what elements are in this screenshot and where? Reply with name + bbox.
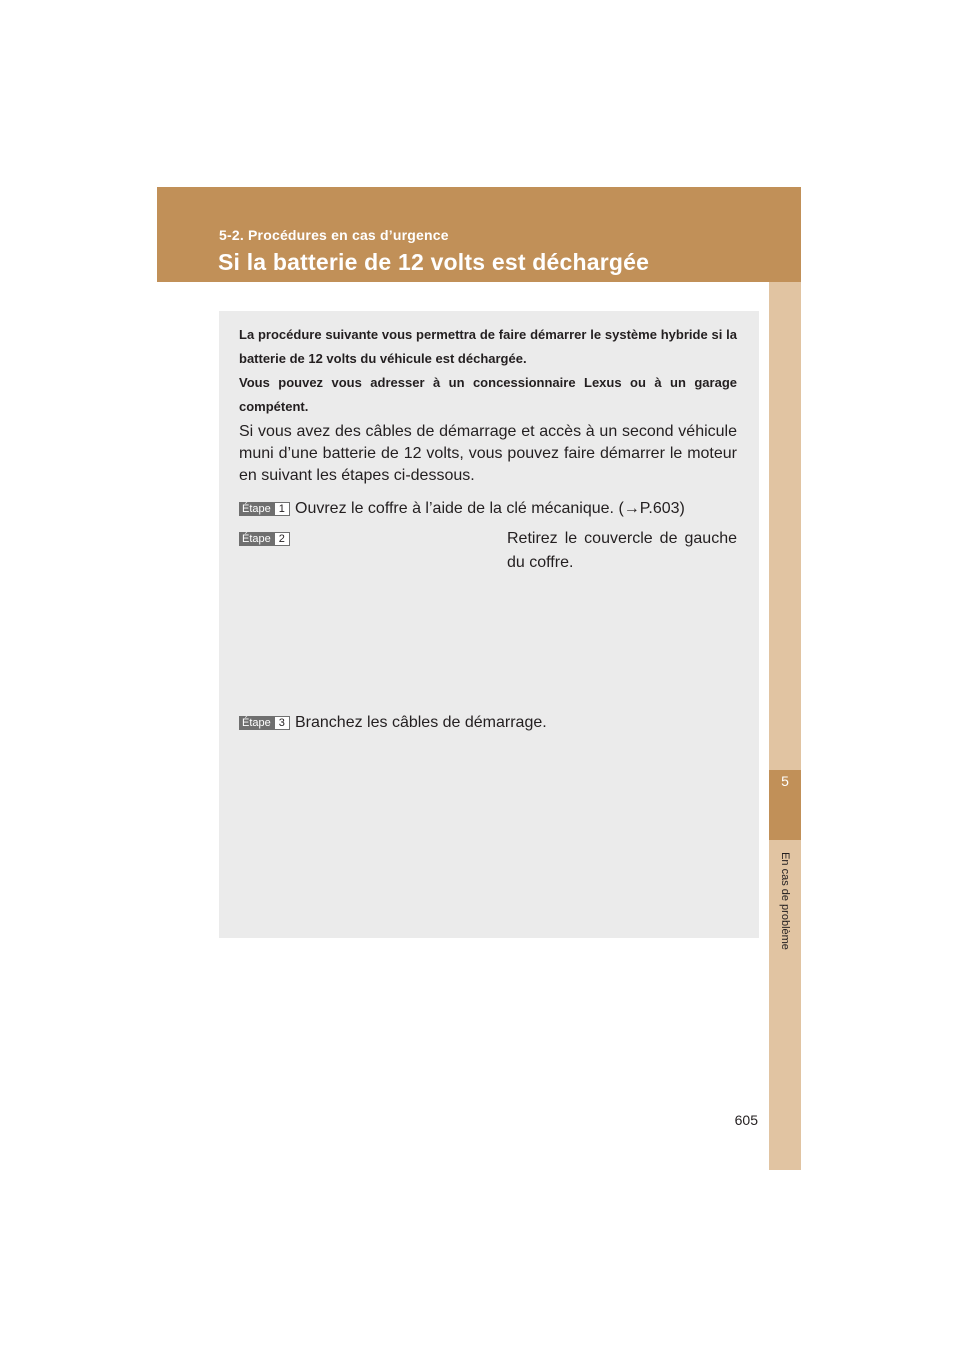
step-number: 1 bbox=[274, 502, 290, 516]
chapter-title-label: En cas de problème bbox=[779, 852, 791, 950]
step-label: Étape bbox=[239, 502, 274, 516]
step-label: Étape bbox=[239, 532, 274, 546]
step-text: Ouvrez le coffre à l’aide de la clé mécanique. (→P.603) bbox=[295, 500, 685, 517]
intro-block bbox=[239, 323, 737, 419]
step-badge bbox=[239, 532, 290, 546]
step-badge bbox=[239, 716, 290, 730]
intro-paragraph: Vous pouvez vous adresser à un concessionnaire Lexus ou à un garage compétent. bbox=[239, 375, 737, 414]
section-label: 5-2. Procédures en cas d’urgence bbox=[219, 227, 449, 243]
chapter-number: 5 bbox=[781, 773, 789, 789]
page-number: 605 bbox=[734, 1112, 758, 1128]
step-label: Étape bbox=[239, 716, 274, 730]
step-text: Branchez les câbles de démarrage. bbox=[295, 714, 547, 731]
step-number: 2 bbox=[274, 532, 290, 546]
step-text: Retirez le couvercle de gauche du coffre. bbox=[507, 530, 737, 571]
step-badge bbox=[239, 502, 290, 516]
body-paragraph: Si vous avez des câbles de démarrage et accès à un second véhicule muni d’une batterie de 12 volts, vous pouvez faire démarrer le moteur en suivant les étapes ci-dessous. bbox=[239, 423, 737, 484]
page-title: Si la batterie de 12 volts est déchargée bbox=[218, 249, 650, 275]
step-number: 3 bbox=[274, 716, 290, 730]
chapter-title bbox=[769, 846, 801, 956]
chapter-sidebar bbox=[769, 282, 801, 1170]
intro-paragraph: La procédure suivante vous permettra de faire démarrer le système hybride si la batterie de 12 volts du véhicule est déchargée. bbox=[239, 327, 737, 366]
